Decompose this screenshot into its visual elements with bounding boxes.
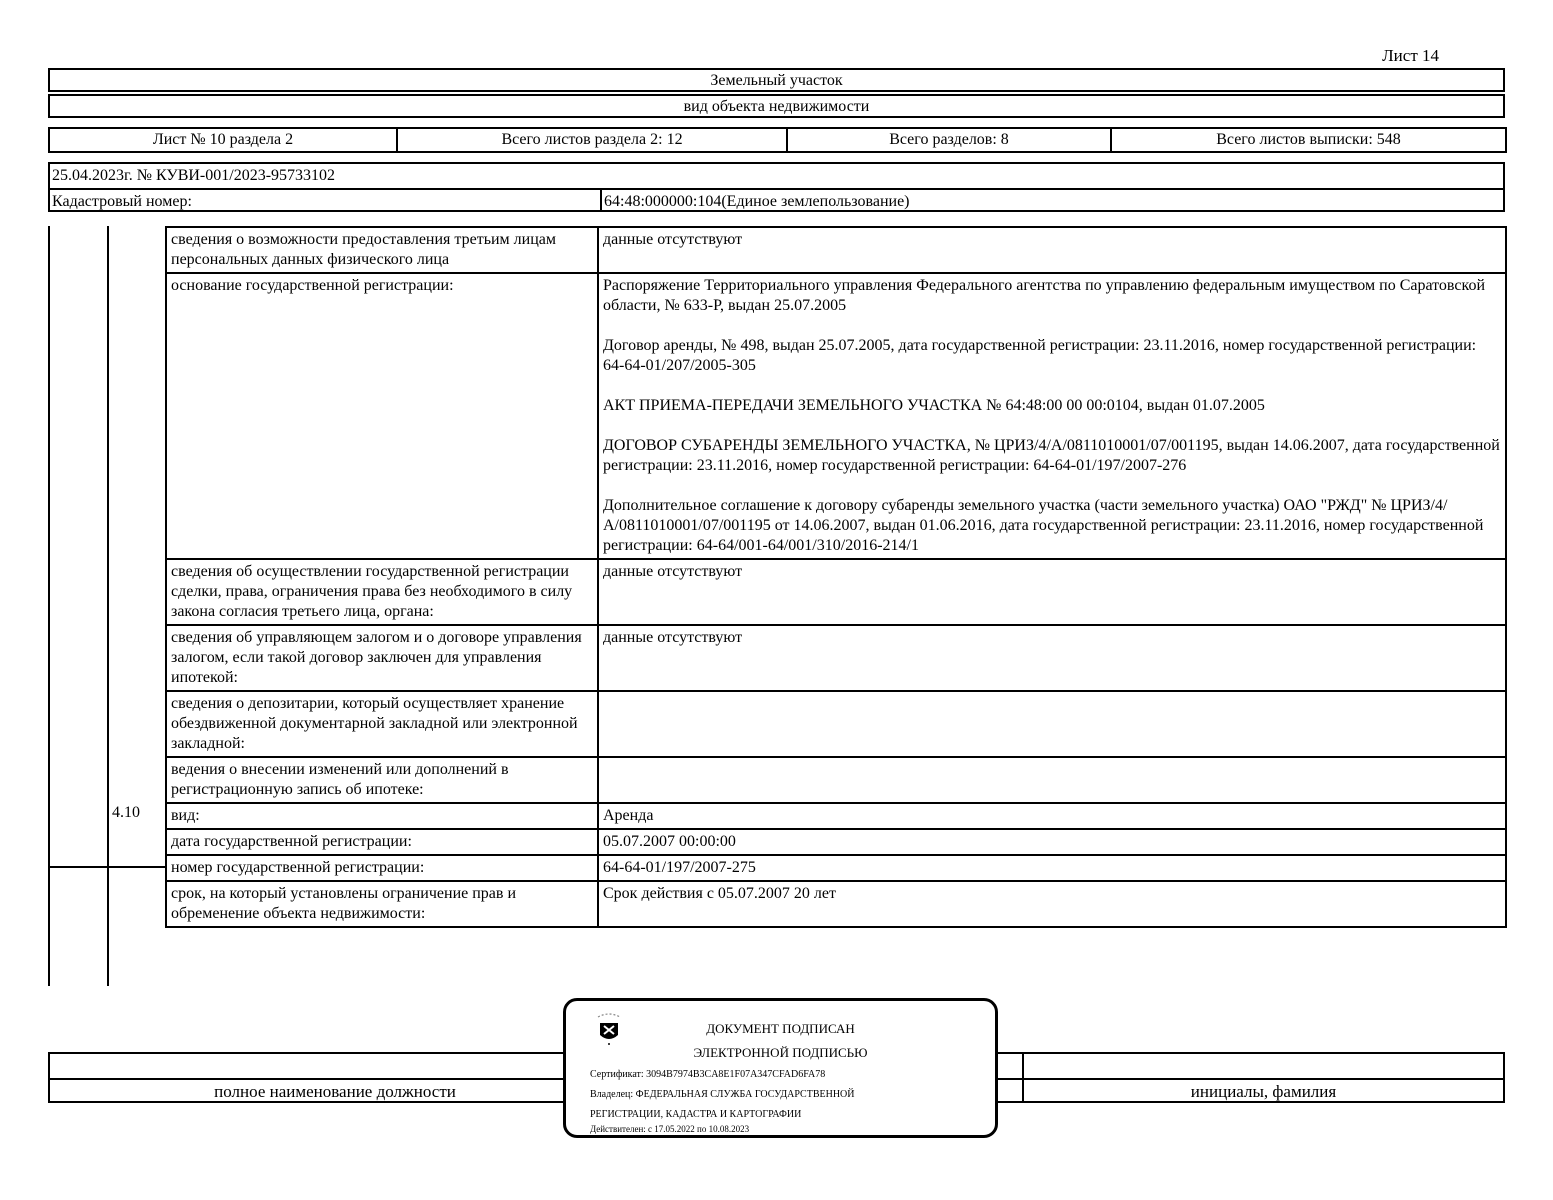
record-value-paragraph: данные отсутствуют bbox=[603, 629, 743, 646]
record-label: сведения о возможности предоставления третьим лицам персональных данных физического лица bbox=[166, 227, 598, 273]
sheet-meta-table bbox=[48, 127, 1507, 153]
record-value bbox=[598, 757, 1506, 803]
record-value-paragraph: Распоряжение Территориального управления Федерального агентства по управлению федеральным имуществом по Саратовской области, № 633-Р, выдан 25.07.2005 bbox=[603, 277, 1486, 314]
record-value-paragraph: данные отсутствуют bbox=[603, 563, 743, 580]
record-label: дата государственной регистрации: bbox=[166, 829, 598, 855]
record-value bbox=[598, 855, 1506, 881]
record-value-paragraph: Срок действия с 05.07.2007 20 лет bbox=[603, 885, 836, 902]
record-value-paragraph: данные отсутствуют bbox=[603, 231, 743, 248]
table-row bbox=[166, 829, 1506, 855]
section-sheets-total: Всего листов раздела 2: 12 bbox=[397, 128, 787, 152]
record-number: 4.10 bbox=[112, 804, 140, 821]
record-value bbox=[598, 559, 1506, 625]
document-info bbox=[48, 162, 1505, 212]
table-row bbox=[166, 273, 1506, 559]
object-type-caption: вид объекта недвижимости bbox=[48, 94, 1505, 118]
record-value bbox=[598, 273, 1506, 559]
record-label: основание государственной регистрации: bbox=[166, 273, 598, 559]
table-row bbox=[166, 855, 1506, 881]
record-label: сведения об управляющем залогом и о договоре управления залогом, если такой договор заключен для управления ипотекой: bbox=[166, 625, 598, 691]
stamp-subtitle: ЭЛЕКТРОННОЙ ПОДПИСЬЮ bbox=[566, 1045, 995, 1061]
record-value-paragraph: АКТ ПРИЕМА-ПЕРЕДАЧИ ЗЕМЕЛЬНОГО УЧАСТКА № 64:48:00 00 00:0104, выдан 01.07.2005 bbox=[603, 397, 1265, 414]
record-value-paragraph: Дополнительное соглашение к договору субаренды земельного участка (части земельного участка) ОАО "РЖД" № ЦРИЗ/4/А/0811010001/07/001195 от 14.06.2007, выдан 01.06.2016, дата государственной регистрации: 23.11.2016, номер государственной регистрации: 64-64/001-64/001/310/2016-214/1 bbox=[603, 497, 1484, 554]
stamp-owner-continued: РЕГИСТРАЦИИ, КАДАСТРА И КАРТОГРАФИИ bbox=[590, 1109, 802, 1120]
table-row bbox=[166, 691, 1506, 757]
record-label: номер государственной регистрации: bbox=[166, 855, 598, 881]
record-label: сведения об осуществлении государственной регистрации сделки, права, ограничения права без необходимого в силу закона согласия третьего лица, органа: bbox=[166, 559, 598, 625]
record-value bbox=[598, 881, 1506, 927]
record-value bbox=[598, 625, 1506, 691]
table-row bbox=[166, 803, 1506, 829]
cadastral-number: 64:48:000000:104(Единое землепользование) bbox=[604, 193, 910, 210]
position-caption: полное наименование должности bbox=[214, 1082, 456, 1101]
object-type: Земельный участок bbox=[48, 68, 1505, 92]
record-label: сведения о депозитарии, который осуществляет хранение обездвиженной документарной закладной или электронной закладной: bbox=[166, 691, 598, 757]
document-date-number: 25.04.2023г. № КУВИ-001/2023-95733102 bbox=[52, 167, 336, 184]
table-row bbox=[166, 625, 1506, 691]
record-value-paragraph: Договор аренды, № 498, выдан 25.07.2005, дата государственной регистрации: 23.11.2016, номер государственной регистрации: 64-64-01/207/2005-305 bbox=[603, 337, 1477, 374]
table-row bbox=[166, 227, 1506, 273]
stamp-owner: Владелец: ФЕДЕРАЛЬНАЯ СЛУЖБА ГОСУДАРСТВЕННОЙ bbox=[590, 1089, 855, 1100]
stamp-validity: Действителен: с 17.05.2022 по 10.08.2023 bbox=[590, 1124, 750, 1134]
record-value bbox=[598, 691, 1506, 757]
extract-sheets-total: Всего листов выписки: 548 bbox=[1111, 128, 1506, 152]
record-value-paragraph: 05.07.2007 00:00:00 bbox=[603, 833, 736, 850]
sheet-number: Лист 14 bbox=[1382, 46, 1439, 65]
table-row bbox=[166, 559, 1506, 625]
record-value bbox=[598, 803, 1506, 829]
record-value-paragraph: Аренда bbox=[603, 807, 654, 824]
sections-total: Всего разделов: 8 bbox=[787, 128, 1111, 152]
sheet-in-section: Лист № 10 раздела 2 bbox=[49, 128, 397, 152]
electronic-signature-stamp bbox=[563, 998, 998, 1138]
cadastral-label: Кадастровый номер: bbox=[52, 193, 192, 210]
records-table bbox=[165, 226, 1507, 928]
name-caption: инициалы, фамилия bbox=[1190, 1082, 1337, 1101]
record-label: срок, на который установлены ограничение прав и обременение объекта недвижимости: bbox=[166, 881, 598, 927]
record-label: ведения о внесении изменений или дополнений в регистрационную запись об ипотеке: bbox=[166, 757, 598, 803]
record-label: вид: bbox=[166, 803, 598, 829]
stamp-certificate: Сертификат: 3094B7974B3CA8E1F07A347CFAD6FA78 bbox=[590, 1069, 826, 1080]
record-value bbox=[598, 829, 1506, 855]
record-value-paragraph: ДОГОВОР СУБАРЕНДЫ ЗЕМЕЛЬНОГО УЧАСТКА, № ЦРИЗ/4/А/0811010001/07/001195, выдан 14.06.2007, дата государственной регистрации: 23.11.2016, номер государственной регистрации: 64-64-01/197/2007-276 bbox=[603, 437, 1500, 474]
table-row bbox=[166, 757, 1506, 803]
record-value-paragraph: 64-64-01/197/2007-275 bbox=[603, 859, 756, 876]
stamp-title: ДОКУМЕНТ ПОДПИСАН bbox=[706, 1021, 855, 1036]
table-row bbox=[166, 881, 1506, 927]
record-value bbox=[598, 227, 1506, 273]
